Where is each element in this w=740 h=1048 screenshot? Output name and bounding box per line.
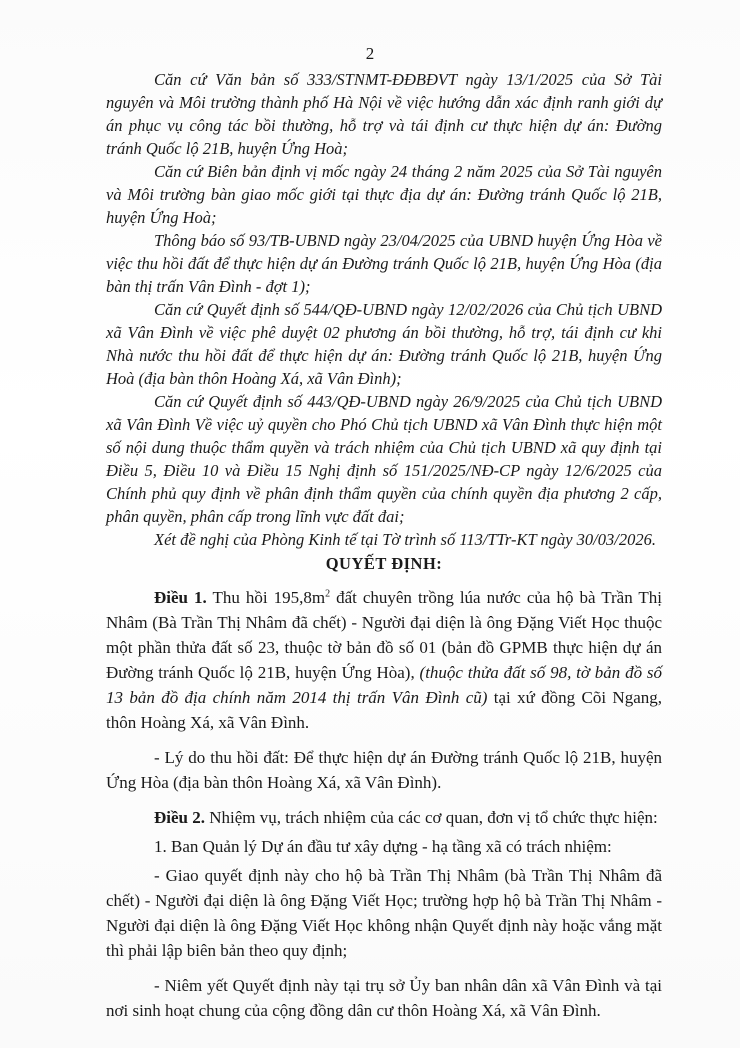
article-2-bullet-deliver: - Giao quyết định này cho hộ bà Trần Thị Nhâm (bà Trần Thị Nhâm đã chết) - Người đại diện là ông Đặng Viết Học; trường hợp hộ bà Trần Thị Nhâm - Người đại diện là ông Đặng Viết Học không nhận Quyết định này hoặc vắng mặt thì phải lập biên bản theo quy định;	[106, 866, 662, 960]
article-1-label: Điều 1.	[154, 588, 207, 607]
article-2-bullet-post: - Niêm yết Quyết định này tại trụ sở Ủy ban nhân dân xã Vân Đình và tại nơi sinh hoạt chung của cộng đồng dân cư thôn Hoàng Xá, xã Vân Đình.	[106, 976, 662, 1020]
article-2-label: Điều 2.	[154, 808, 205, 827]
article-1-text-a: Thu hồi 195,8m	[206, 588, 326, 607]
decision-heading: QUYẾT ĐỊNH:	[325, 554, 443, 573]
article-1-text-c: tại xứ đồng Cõi Ngang, thôn Hoàng Xá, xã Vân Đình.	[106, 688, 662, 732]
preamble-basis-boundary-record: Căn cứ Biên bản định vị mốc ngày 24 tháng 2 năm 2025 của Sở Tài nguyên và Môi trường bàn giao mốc giới tại thực địa dự án: Đường tránh Quốc lộ 21B, huyện Ứng Hoà;	[106, 162, 662, 227]
article-2	[106, 805, 662, 830]
preamble-basis-333: Căn cứ Văn bản số 333/STNMT-ĐĐBĐVT ngày 13/1/2025 của Sở Tài nguyên và Môi trường thành phố Hà Nội về việc hướng dẫn xác định ranh giới dự án phục vụ công tác bồi thường, hỗ trợ và tái định cư thực hiện dự án: Đường tránh Quốc lộ 21B, huyện Ứng Hoà;	[106, 70, 662, 158]
article-1-reason: - Lý do thu hồi đất: Để thực hiện dự án Đường tránh Quốc lộ 21B, huyện Ứng Hòa (địa bàn thôn Hoàng Xá, xã Vân Đình).	[106, 748, 662, 792]
preamble-proposal-113: Xét đề nghị của Phòng Kinh tế tại Tờ trình số 113/TTr-KT ngày 30/03/2026.	[154, 530, 656, 549]
article-2-item-1: 1. Ban Quản lý Dự án đầu tư xây dựng - hạ tầng xã có trách nhiệm:	[154, 837, 612, 856]
article-1-area-unit-sup: 2	[325, 588, 331, 600]
document-body	[106, 68, 662, 1033]
preamble-basis-544: Căn cứ Quyết định số 544/QĐ-UBND ngày 12/02/2026 của Chủ tịch UBND xã Vân Đình về việc phê duyệt 02 phương án bồi thường, hỗ trợ, tái định cư khi Nhà nước thu hồi đất để thực hiện dự án: Đường tránh Quốc lộ 21B, huyện Ứng Hoà (địa bàn thôn Hoàng Xá, xã Vân Đình);	[106, 300, 662, 388]
article-1-text-b: đất chuyên trồng lúa nước của hộ bà Trần Thị Nhâm (Bà Trần Thị Nhâm đã chết) - Người đại diện là ông Đặng Viết Học thuộc một phần thửa đất số 23, thuộc tờ bản đồ số 01 (bản đồ GPMB thực hiện dự án Đường tránh Quốc lộ 21B, huyện Ứng Hòa),	[106, 588, 663, 682]
preamble-notice-93: Thông báo số 93/TB-UBND ngày 23/04/2025 của UBND huyện Ứng Hòa về việc thu hồi đất để thực hiện dự án Đường tránh Quốc lộ 21B, huyện Ứng Hòa (địa bàn thị trấn Vân Đình - đợt 1);	[106, 231, 662, 296]
article-1-italic-note: (thuộc thửa đất số 98, tờ bản đồ số 13 bản đồ địa chính năm 2014 thị trấn Vân Đình cũ)	[106, 663, 662, 707]
article-1	[106, 585, 662, 735]
page-number: 2	[365, 44, 375, 63]
preamble-basis-443: Căn cứ Quyết định số 443/QĐ-UBND ngày 26/9/2025 của Chủ tịch UBND xã Vân Đình Về việc uỷ quyền cho Phó Chủ tịch UBND xã Vân Đình thực hiện một số nội dung thuộc thẩm quyền và trách nhiệm của Chủ tịch UBND xã quy định tại Điều 5, Điều 10 và Điều 15 Nghị định số 151/2025/NĐ-CP ngày 12/6/2025 của Chính phủ quy định về phân định thẩm quyền của chính quyền địa phương 2 cấp, phân quyền, phân cấp trong lĩnh vực đất đai;	[106, 392, 662, 526]
article-2-text: Nhiệm vụ, trách nhiệm của các cơ quan, đơn vị tổ chức thực hiện:	[205, 808, 658, 827]
